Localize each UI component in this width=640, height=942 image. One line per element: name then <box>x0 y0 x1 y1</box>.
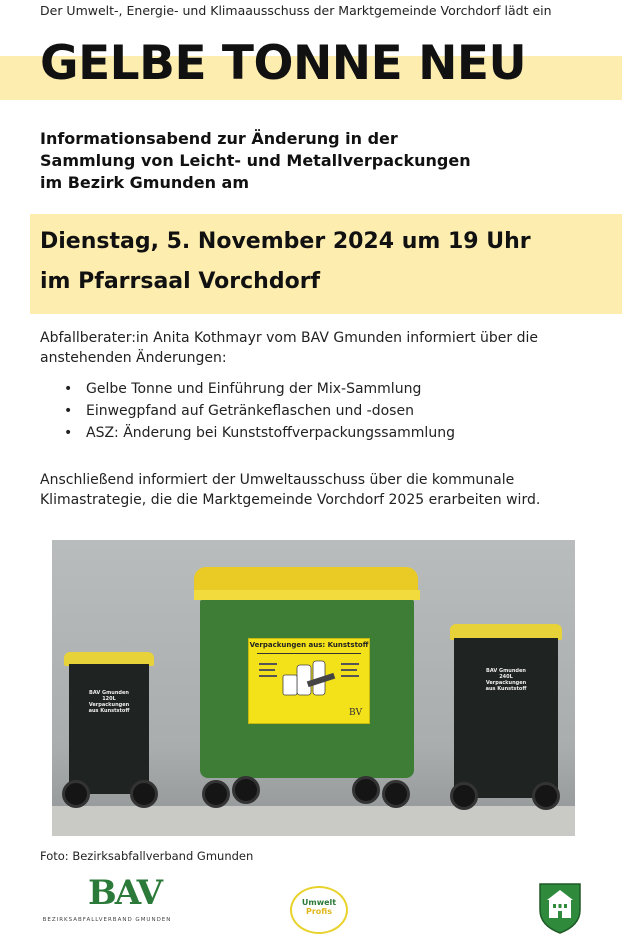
bin-label-line: BAV Gmunden <box>486 668 526 674</box>
intro-text: Der Umwelt-, Energie- und Klimaausschuss der Marktgemeinde Vorchdorf lädt ein <box>40 3 552 18</box>
bin-label-line: Verpackungen <box>485 680 527 686</box>
list-item: • Einwegpfand auf Getränkeflaschen und -dosen <box>64 400 455 422</box>
paragraph-line: anstehenden Änderungen: <box>40 350 227 366</box>
wheel <box>382 780 410 808</box>
left-bin-label <box>74 690 144 714</box>
wheel <box>62 780 90 808</box>
profis-line1: Umwelt <box>301 898 337 907</box>
list-item: • Gelbe Tonne und Einführung der Mix-Sammlung <box>64 378 455 400</box>
subtitle-line: im Bezirk Gmunden am <box>40 173 249 192</box>
bin-label-line: 120L <box>102 696 116 702</box>
sticker-illustration <box>249 639 369 723</box>
event-location: im Pfarrsaal Vorchdorf <box>40 269 321 294</box>
photo-caption: Foto: Bezirksabfallverband Gmunden <box>40 849 254 863</box>
bin-label-line: 240L <box>499 674 513 680</box>
wheel <box>232 776 260 804</box>
big-bin-sticker <box>248 638 370 724</box>
wheel <box>130 780 158 808</box>
bin-label-line: BAV Gmunden <box>89 690 129 696</box>
umwelt-profis-logo <box>290 886 348 934</box>
left-bin <box>69 664 149 794</box>
paragraph-line: Abfallberater:in Anita Kothmayr vom BAV Gmunden informiert über die <box>40 330 538 346</box>
subtitle-line: Informationsabend zur Änderung in der <box>40 129 398 148</box>
page-title: GELBE TONNE NEU <box>40 36 527 91</box>
wheel <box>202 780 230 808</box>
subtitle <box>40 128 471 194</box>
speaker-paragraph <box>40 328 600 368</box>
bin-label-line: aus Kunststoff <box>88 708 130 714</box>
bins-photo <box>52 540 575 836</box>
wheel <box>450 782 478 810</box>
right-bin-label <box>468 668 544 692</box>
subtitle-line: Sammlung von Leicht- und Metallverpackungen <box>40 151 471 170</box>
vorchdorf-crest-icon <box>538 882 582 934</box>
event-details <box>40 222 531 302</box>
bin-label-line: Verpackungen <box>88 702 130 708</box>
changes-list <box>64 378 455 444</box>
event-date: Dienstag, 5. November 2024 um 19 Uhr <box>40 229 531 254</box>
bav-logo-letters: BAV <box>88 873 162 913</box>
profis-line2: Profis <box>306 907 332 916</box>
closing-paragraph <box>40 470 600 510</box>
paragraph-line: Anschließend informiert der Umweltausschuss über die kommunale <box>40 472 515 488</box>
bav-logo <box>42 873 172 929</box>
right-bin <box>454 638 558 798</box>
sticker-title: Verpackungen aus: Kunststoff <box>249 641 369 649</box>
bav-logo-subtitle: BEZIRKSABFALLVERBAND GMUNDEN <box>42 917 172 923</box>
big-bin-rim <box>194 590 420 600</box>
bin-label-line: aus Kunststoff <box>485 686 527 692</box>
list-item: • ASZ: Änderung bei Kunststoffverpackungssammlung <box>64 422 455 444</box>
svg-text:BV: BV <box>349 708 363 718</box>
wheel <box>532 782 560 810</box>
paragraph-line: Klimastrategie, die die Marktgemeinde Vorchdorf 2025 erarbeiten wird. <box>40 492 541 508</box>
wheel <box>352 776 380 804</box>
photo-ground <box>52 806 575 836</box>
